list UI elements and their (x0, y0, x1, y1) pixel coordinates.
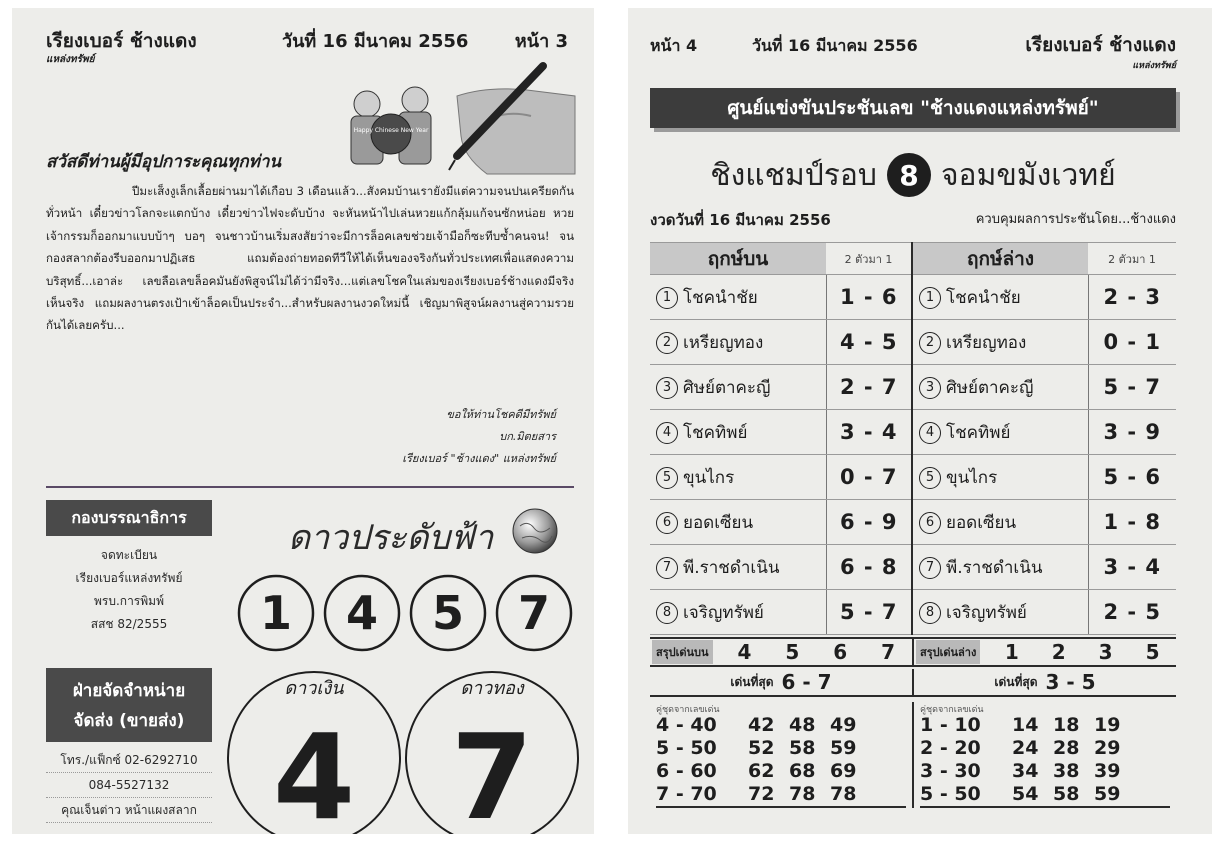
pair-value: 39 (1094, 760, 1121, 782)
predictor-name: เหรียญทอง (683, 332, 764, 353)
rank-number: 6 (919, 512, 941, 534)
top-pairs-label: คู่ชุดจากเลขเด่น (656, 705, 720, 715)
distribution-header-line-2: จัดส่ง (ขายส่ง) (73, 711, 185, 731)
pair-value: 58 (789, 737, 816, 759)
page-number: หน้า 3 (514, 31, 568, 52)
predictor-name: ศิษย์ตาคะญี (683, 377, 771, 398)
pair-value: 5 - 50 (920, 783, 981, 805)
championship-left: ชิงแชมป์รอบ (710, 157, 877, 193)
predictor-name: เจริญทรัพย์ (946, 602, 1027, 623)
distribution-mobile: 084-5527132 (46, 773, 212, 798)
pair-value: 49 (830, 714, 857, 736)
editorial-line: สสช 82/2555 (90, 617, 168, 631)
dao-thong-circle (406, 672, 578, 834)
table-row (650, 500, 1176, 545)
pair-sets (650, 702, 1176, 808)
summary-digit: 7 (881, 640, 896, 664)
lucky-ball (325, 576, 399, 650)
predicted-pair: 6 - 8 (826, 545, 912, 590)
editorial-lines (46, 544, 212, 636)
pair-value: 3 - 30 (920, 760, 981, 782)
signature-line-3: เรียงเบอร์ "ช้างแดง" แหล่งทรัพย์ (402, 452, 556, 465)
summary-digit: 5 (785, 640, 800, 664)
rank-number: 4 (656, 422, 678, 444)
summary-digit: 5 (1145, 640, 1160, 664)
rank-number: 4 (919, 422, 941, 444)
rank-number: 5 (919, 467, 941, 489)
publication-subtitle: แหล่งทรัพย์ (1132, 61, 1176, 71)
lucky-ball-number: 7 (517, 586, 551, 640)
predictor-name: โชคนำชัย (946, 287, 1021, 308)
table-row (650, 275, 1176, 320)
table-row (650, 410, 1176, 455)
distribution-header-line-1: ฝ่ายจัดจำหน่าย (72, 681, 186, 701)
rank-number: 3 (919, 377, 941, 399)
prediction-table (650, 242, 1176, 635)
draw-date: งวดวันที่ 16 มีนาคม 2556 (650, 211, 831, 229)
predictor-name: ขุนไกร (946, 467, 998, 488)
predictor-name: โชคทิพย์ (683, 422, 748, 443)
predicted-pair: 5 - 7 (1088, 365, 1176, 410)
lucky-number-balls (236, 573, 576, 653)
publication-title: เรียงเบอร์ ช้างแดง (46, 30, 197, 52)
rank-number: 2 (656, 332, 678, 354)
pair-value: 69 (830, 760, 857, 782)
top-best (650, 669, 914, 697)
editorial-line: พรบ.การพิมพ์ (94, 594, 164, 608)
pair-value: 28 (1053, 737, 1080, 759)
bottom-note: 2 ตัวมา 1 (1088, 243, 1176, 275)
issue-date: วันที่ 16 มีนาคม 2556 (282, 31, 469, 52)
table-row (650, 455, 1176, 500)
pair-value: 1 - 10 (920, 714, 981, 736)
rank-number: 5 (656, 467, 678, 489)
pair-value: 62 (748, 760, 775, 782)
pair-value: 5 - 50 (656, 737, 717, 759)
pair-value: 14 (1012, 714, 1039, 736)
dao-ngoen-dao-thong (224, 654, 582, 834)
pair-value: 29 (1094, 737, 1121, 759)
predicted-pair: 2 - 3 (1088, 275, 1176, 320)
lucky-ball (411, 576, 485, 650)
predictor-name: ยอดเซียน (683, 512, 754, 533)
table-row (650, 545, 1176, 590)
predicted-pair: 0 - 1 (1088, 320, 1176, 365)
pair-value: 78 (830, 783, 857, 805)
rank-number: 8 (919, 602, 941, 624)
predicted-pair: 3 - 4 (826, 410, 912, 455)
pair-value: 58 (1053, 783, 1080, 805)
predictor-name: ขุนไกร (683, 467, 735, 488)
editorial-line: จดทะเบียน (100, 548, 158, 562)
editorial-line: เรียงเบอร์แหล่งทรัพย์ (75, 571, 183, 585)
bottom-pairs-grid (920, 714, 1170, 808)
bottom-pair-set (914, 702, 1176, 808)
summary-digit: 1 (1004, 640, 1019, 664)
page-number: หน้า 4 (650, 36, 698, 55)
top-summary (650, 637, 914, 667)
lucky-ball (239, 576, 313, 650)
summary-digit: 6 (833, 640, 848, 664)
lucky-ball-number: 4 (345, 586, 379, 640)
table-row (650, 320, 1176, 365)
predicted-pair: 1 - 8 (1088, 500, 1176, 545)
dao-thong-number: 7 (450, 708, 534, 834)
top-best-pair: 6 - 7 (781, 670, 832, 694)
predictor-name: โชคทิพย์ (946, 422, 1011, 443)
right-page (628, 8, 1212, 834)
distribution-lines (46, 748, 212, 823)
table-header-row (650, 243, 1176, 275)
predicted-pair: 3 - 4 (1088, 545, 1176, 590)
predicted-pair: 1 - 6 (826, 275, 912, 320)
rank-number: 7 (656, 557, 678, 579)
predictor-name: เหรียญทอง (946, 332, 1027, 353)
bottom-header: ฤกษ์ล่าง (912, 243, 1088, 275)
art-banner-text: Happy Chinese New Year (353, 127, 429, 134)
signature-line-2: บก.มิตยสาร (499, 430, 556, 443)
top-note: 2 ตัวมา 1 (826, 243, 912, 275)
pair-value: 68 (789, 760, 816, 782)
bottom-best-pair: 3 - 5 (1045, 670, 1096, 694)
pair-value: 42 (748, 714, 775, 736)
signature-line-1: ขอให้ท่านโชคดีมีทรัพย์ (446, 408, 556, 421)
publication-subtitle: แหล่งทรัพย์ (46, 54, 95, 65)
distribution-header (46, 668, 212, 742)
bottom-best (914, 669, 1176, 697)
editor-intro-text: ปีมะเส็งงูเล็กเลื้อยผ่านมาได้เกือบ 3 เดือนแล้ว...สังคมบ้านเรายังมีแต่ความจนปนเครียดกันทั่วหน้า เดี๋ยวข่าวโลกจะแตกบ้าง เดี๋ยวข่าวไฟจะดับบ้าง จะหันหน้าไปเล่นหวยแก้กลุ้มแก้จนซักหน่อย หวยเจ้ากรรมก็ออกมาแบบบ้าๆ บอๆ จนชาวบ้านเริ่มสงสัยว่าจะมีการล็อคเลขช่วยเจ้ามือก็ซะทีบซ้ำคนจน! จนกองสลากต้องรีบออกมาปฏิเสธ แถมต้องถ่ายทอดทีวีให้ได้เห็นของจริงกันทั่วประเทศเพื่อแสดงความบริสุทธิ์...เอาล่ะ เลขลือเลขล็อคมันยังพิสูจน์ไม่ได้ว่ามีจริง...แต่เลขโชคในเล่มของเรียงเบอร์ช้างแดงมีจริง เห็นจริง แถมผลงานตรงเป้าเข้าล็อคเป็นประจำ...สำหรับผลงานงวดใหม่นี้ เชิญมาพิสูจน์ผลงานสู่ความรวยกันได้เลยครับ... (46, 184, 574, 333)
pair-value: 72 (748, 783, 775, 805)
dao-ngoen-label: ดาวเงิน (284, 678, 344, 699)
bottom-summary (914, 637, 1176, 667)
supervision-note: ควบคุมผลการประชันโดย...ช้างแดง (975, 212, 1176, 227)
top-pair-set (650, 702, 914, 808)
predictor-name: ศิษย์ตาคะญี (946, 377, 1034, 398)
dao-pradap-fa-title: ดาวประดับฟ้า (288, 518, 494, 558)
issue-date: วันที่ 16 มีนาคม 2556 (752, 36, 918, 55)
draw-info (650, 208, 1176, 232)
pair-value: 34 (1012, 760, 1039, 782)
top-pairs-grid (656, 714, 906, 808)
pair-value: 7 - 70 (656, 783, 717, 805)
lucky-ball (497, 576, 571, 650)
right-page-header (650, 30, 1176, 70)
rank-number: 3 (656, 377, 678, 399)
top-header: ฤกษ์บน (650, 243, 826, 275)
predicted-pair: 5 - 6 (1088, 455, 1176, 500)
summary-digit: 2 (1051, 640, 1066, 664)
rank-number: 6 (656, 512, 678, 534)
championship-right: จอมขมังเวทย์ (940, 157, 1116, 193)
pair-value: 24 (1012, 737, 1039, 759)
predicted-pair: 3 - 9 (1088, 410, 1176, 455)
pair-value: 6 - 60 (656, 760, 717, 782)
rank-number: 8 (656, 602, 678, 624)
predicted-pair: 4 - 5 (826, 320, 912, 365)
section-divider (46, 486, 574, 488)
rank-number: 1 (656, 287, 678, 309)
best-pair-row (650, 669, 1176, 697)
bottom-best-label: เด่นที่สุด (994, 674, 1038, 689)
editorial-header: กองบรรณาธิการ (46, 500, 212, 536)
rank-number: 7 (919, 557, 941, 579)
predicted-pair: 6 - 9 (826, 500, 912, 545)
pair-value: 54 (1012, 783, 1039, 805)
predictor-name: ยอดเซียน (946, 512, 1017, 533)
dao-ngoen-number: 4 (272, 708, 356, 834)
predictor-name: โชคนำชัย (683, 287, 758, 308)
lucky-ball-number: 5 (431, 586, 465, 640)
distribution-box (46, 668, 212, 823)
top-best-label: เด่นที่สุด (730, 674, 774, 689)
rank-number: 1 (919, 287, 941, 309)
predicted-pair: 5 - 7 (826, 590, 912, 635)
predicted-pair: 2 - 5 (1088, 590, 1176, 635)
pair-value: 4 - 40 (656, 714, 717, 736)
dao-thong-label: ดาวทอง (460, 678, 524, 699)
bottom-summary-label: สรุปเด่นล่าง (916, 640, 980, 664)
pair-value: 19 (1094, 714, 1121, 736)
summary-row (650, 637, 1176, 667)
pair-value: 59 (830, 737, 857, 759)
predicted-pair: 2 - 7 (826, 365, 912, 410)
predictor-name: เจริญทรัพย์ (683, 602, 764, 623)
pair-value: 38 (1053, 760, 1080, 782)
lucky-ball-number: 1 (259, 586, 293, 640)
pair-value: 52 (748, 737, 775, 759)
distribution-phone: โทร./แฟ็กซ์ 02-6292710 (46, 748, 212, 773)
contest-banner: ศูนย์แข่งขันประชันเลข "ช้างแดงแหล่งทรัพย์" (650, 88, 1176, 128)
summary-digit: 4 (737, 640, 752, 664)
predictor-name: พี.ราชดำเนิน (946, 557, 1043, 578)
pair-value: 78 (789, 783, 816, 805)
pair-value: 59 (1094, 783, 1121, 805)
predictor-name: พี.ราชดำเนิน (683, 557, 780, 578)
summary-digit: 3 (1098, 640, 1113, 664)
globe-icon (510, 506, 560, 556)
dao-ngoen-circle (228, 672, 400, 834)
top-summary-label: สรุปเด่นบน (652, 640, 713, 664)
pair-value: 18 (1053, 714, 1080, 736)
new-year-illustration (337, 56, 577, 176)
editorial-box (46, 500, 212, 636)
rank-number: 2 (919, 332, 941, 354)
left-page (12, 8, 594, 834)
pair-value: 2 - 20 (920, 737, 981, 759)
table-row (650, 365, 1176, 410)
editor-signature (402, 404, 556, 470)
pair-value: 48 (789, 714, 816, 736)
publication-title: เรียงเบอร์ ช้างแดง (1025, 34, 1176, 56)
round-number-badge: 8 (887, 153, 931, 197)
distribution-contact: คุณเจ็นต่าว หน้าแผงสลาก (46, 798, 212, 823)
championship-title (648, 148, 1178, 202)
predicted-pair: 0 - 7 (826, 455, 912, 500)
bottom-pairs-label: คู่ชุดจากเลขเด่น (920, 705, 984, 715)
greeting: สวัสดีท่านผู้มีอุปการะคุณทุกท่าน (46, 152, 281, 172)
table-row (650, 590, 1176, 635)
